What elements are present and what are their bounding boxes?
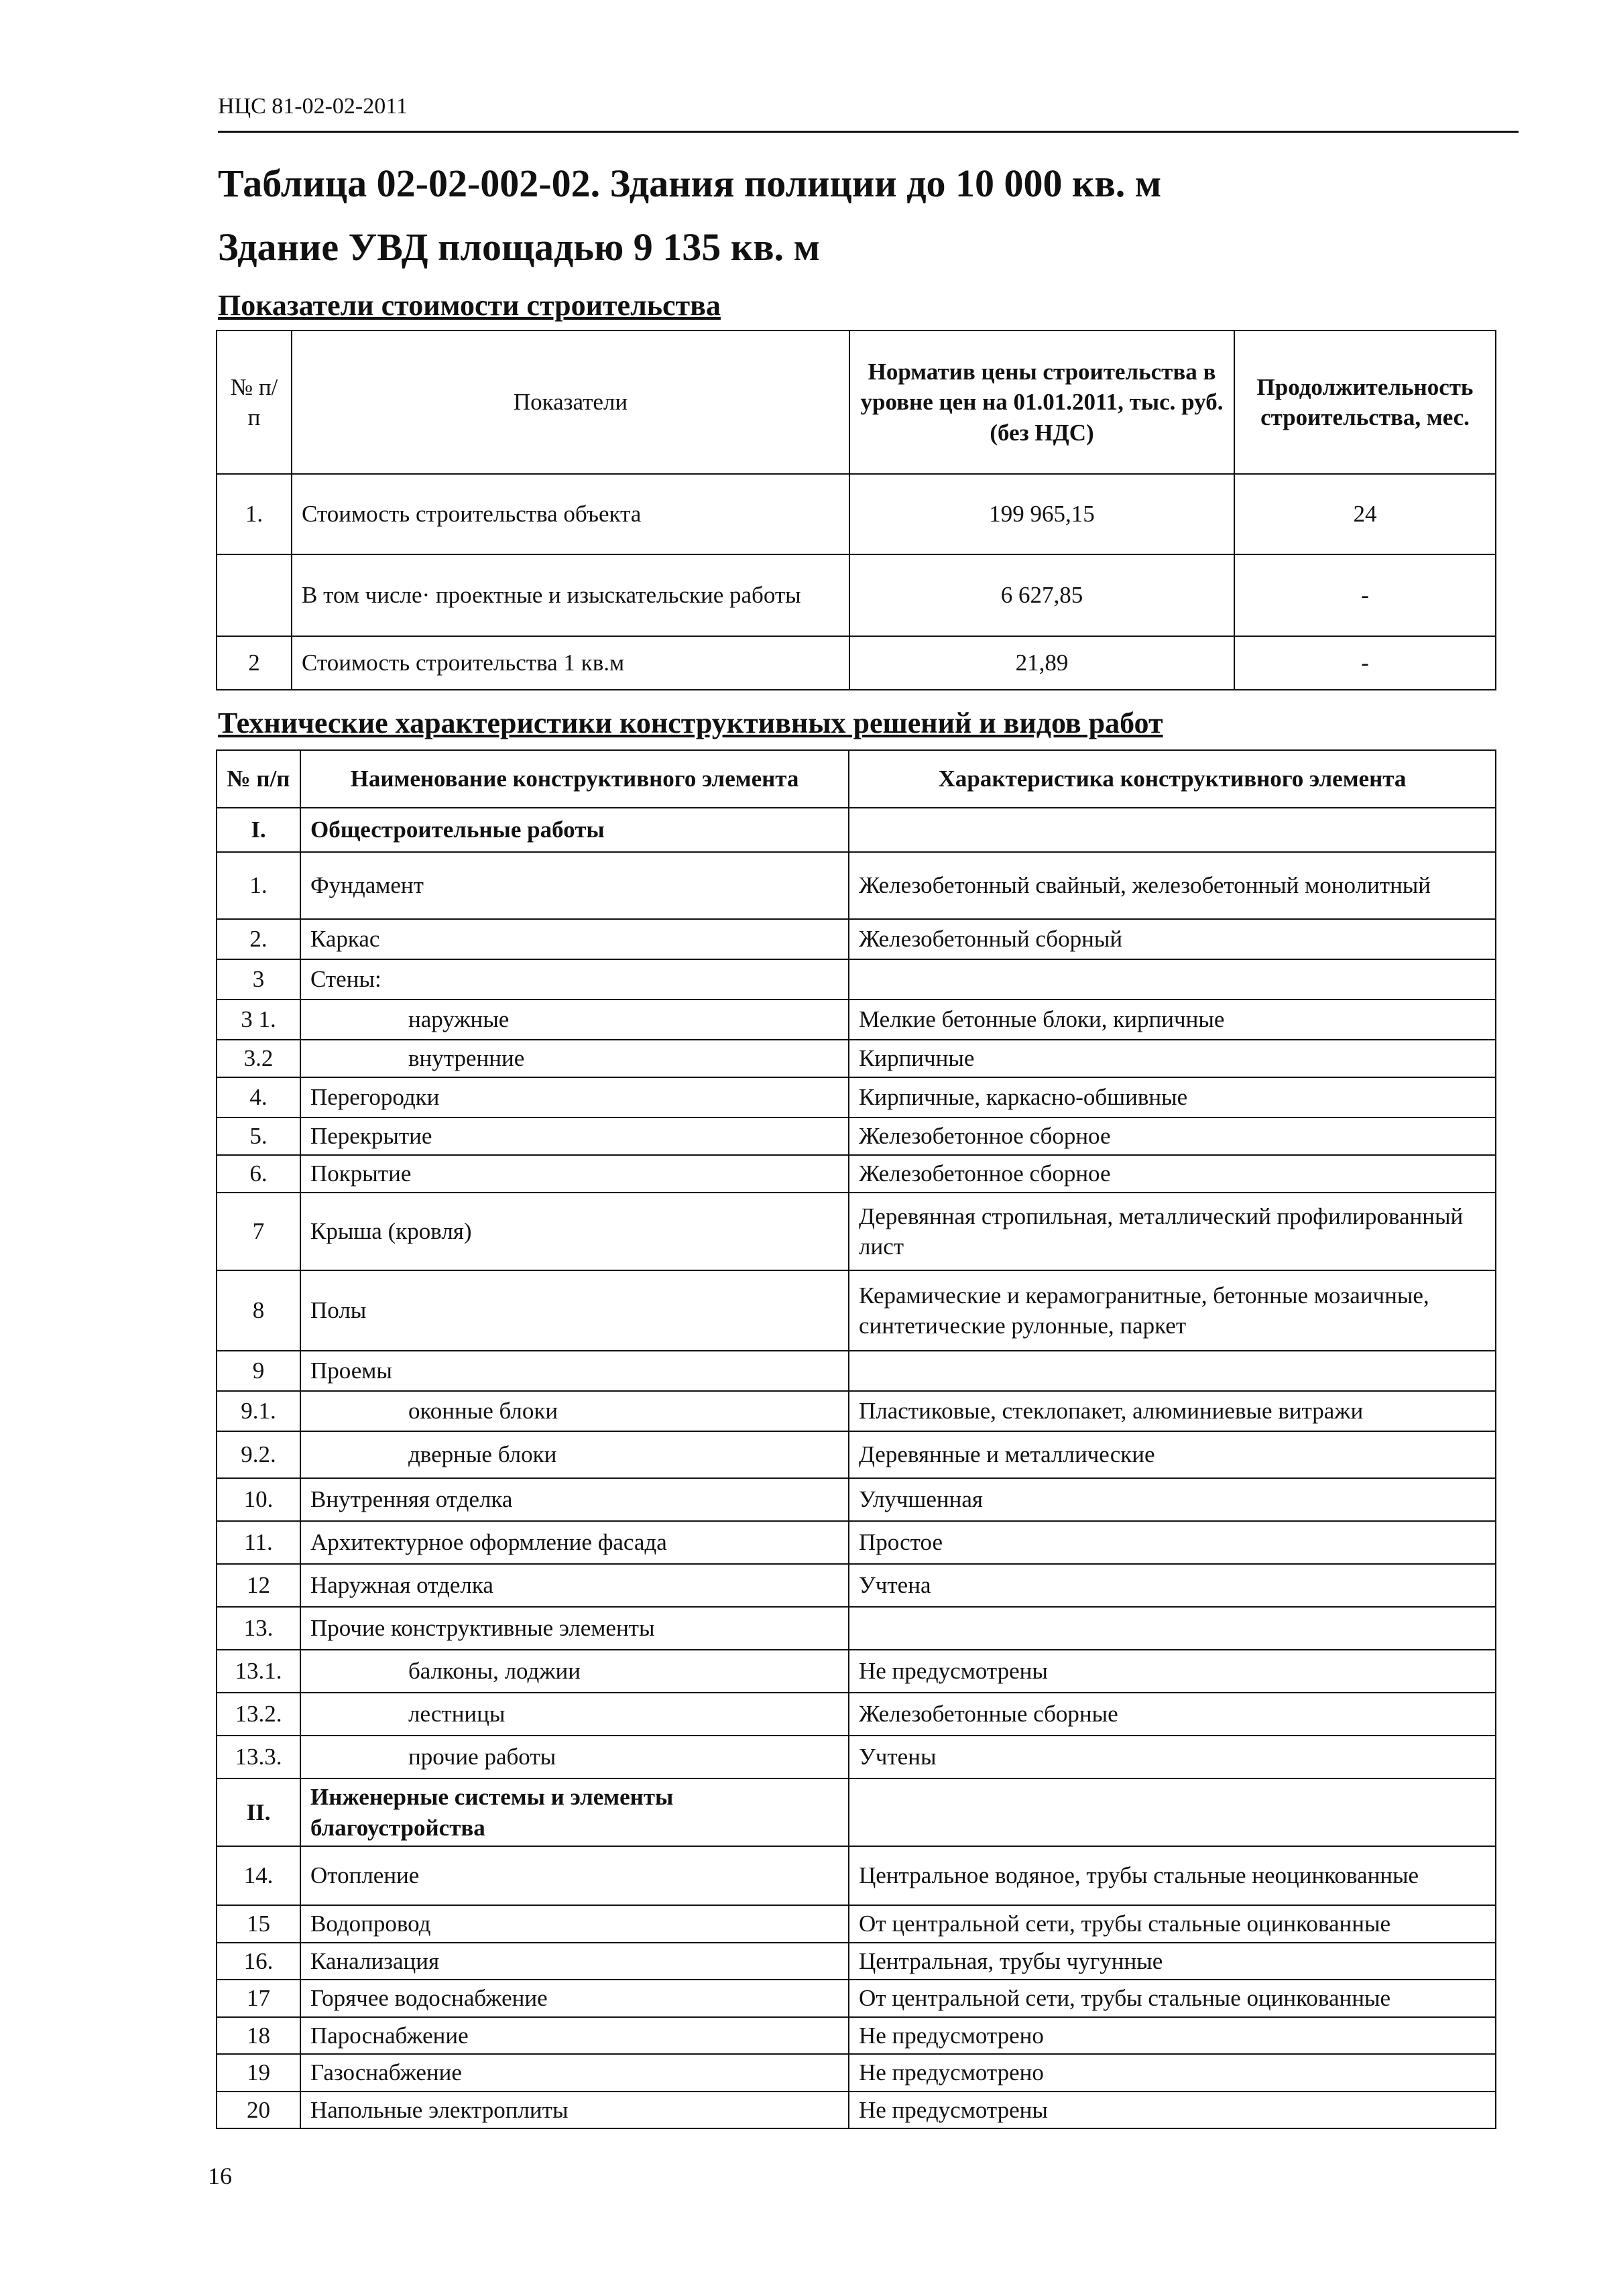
tech-row-characteristic: Простое [849, 1521, 1496, 1564]
tech-row-name: Напольные электроплиты [300, 2092, 849, 2129]
table-row [217, 1564, 1496, 1607]
tech-row-name: оконные блоки [300, 1391, 849, 1431]
tech-row-name: Водопровод [300, 1905, 849, 1943]
cost-row-indicator: Стоимость строительства объекта [292, 474, 849, 554]
table-title: Таблица 02-02-002-02. Здания полиции до 10 000 кв. м [218, 162, 1162, 205]
table-row [217, 1391, 1496, 1431]
tech-header-num: № п/п [217, 750, 300, 808]
header-divider [218, 131, 1519, 133]
table-row [217, 1607, 1496, 1650]
tech-row-characteristic: Железобетонное сборное [849, 1155, 1496, 1193]
tech-row-name: дверные блоки [300, 1431, 849, 1478]
tech-row-name: Общестроительные работы [300, 808, 849, 852]
tech-row-characteristic [849, 808, 1496, 852]
tech-row-name: Перегородки [300, 1077, 849, 1117]
table-row [217, 1478, 1496, 1521]
table-row [217, 1117, 1496, 1155]
table-row [217, 1193, 1496, 1270]
tech-characteristics-table [216, 749, 1496, 2129]
tech-row-characteristic: Не предусмотрено [849, 2054, 1496, 2092]
tech-row-num: 17 [217, 1980, 300, 2017]
tech-row-characteristic [849, 959, 1496, 1000]
tech-row-name: Покрытие [300, 1155, 849, 1193]
tech-row-num: 15 [217, 1905, 300, 1943]
cost-row-num: 1. [217, 474, 292, 554]
tech-row-characteristic: Мелкие бетонные блоки, кирпичные [849, 1000, 1496, 1040]
table-row [217, 1736, 1496, 1778]
tech-row-name: Перекрытие [300, 1117, 849, 1155]
tech-row-name: балконы, лоджии [300, 1650, 849, 1693]
cost-indicators-table [216, 330, 1496, 690]
tech-row-name: наружные [300, 1000, 849, 1040]
tech-row-characteristic: Деревянная стропильная, металлический профилированный лист [849, 1193, 1496, 1270]
tech-row-characteristic: Железобетонный сборный [849, 919, 1496, 959]
table-row [217, 959, 1496, 1000]
tech-row-characteristic: Деревянные и металлические [849, 1431, 1496, 1478]
tech-row-num: 9.1. [217, 1391, 300, 1431]
tech-row-num: 11. [217, 1521, 300, 1564]
tech-table-header-row [217, 750, 1496, 808]
cost-table-header-row [217, 330, 1496, 474]
tech-row-num: 18 [217, 2017, 300, 2055]
tech-header-name: Наименование конструктивного элемента [300, 750, 849, 808]
tech-row-characteristic: Не предусмотрено [849, 2017, 1496, 2055]
tech-row-name: Наружная отделка [300, 1564, 849, 1607]
tech-row-num: 13.1. [217, 1650, 300, 1693]
tech-row-characteristic: Улучшенная [849, 1478, 1496, 1521]
document-code: НЦС 81-02-02-2011 [218, 94, 408, 119]
tech-row-name: Архитектурное оформление фасада [300, 1521, 849, 1564]
tech-row-characteristic: Не предусмотрены [849, 2092, 1496, 2129]
tech-row-num: 13.2. [217, 1693, 300, 1736]
cost-row-price: 199 965,15 [849, 474, 1234, 554]
tech-row-characteristic [849, 1778, 1496, 1846]
cost-row-indicator: В том числе· проектные и изыскательские работы [292, 554, 849, 636]
building-subtitle: Здание УВД площадью 9 135 кв. м [218, 225, 821, 269]
table-row [217, 1943, 1496, 1980]
cost-header-duration: Продолжительность строительства, мес. [1234, 330, 1496, 474]
tech-row-num: 2. [217, 919, 300, 959]
tech-row-characteristic: От центральной сети, трубы стальные оцинкованные [849, 1905, 1496, 1943]
tech-row-characteristic: Центральная, трубы чугунные [849, 1943, 1496, 1980]
tech-row-name: Инженерные системы и элементы благоустройства [300, 1778, 849, 1846]
table-row [217, 1521, 1496, 1564]
cost-row-duration: - [1234, 636, 1496, 690]
tech-row-characteristic: Кирпичные [849, 1040, 1496, 1077]
table-row [217, 1155, 1496, 1193]
table-row [217, 2092, 1496, 2129]
tech-row-characteristic: Керамические и керамогранитные, бетонные мозаичные, синтетические рулонные, паркет [849, 1270, 1496, 1351]
tech-row-name: внутренние [300, 1040, 849, 1077]
cost-row [217, 636, 1496, 690]
cost-row [217, 554, 1496, 636]
tech-row-name: Внутренняя отделка [300, 1478, 849, 1521]
tech-row-num: 14. [217, 1846, 300, 1905]
table-row [217, 2054, 1496, 2092]
cost-header-num: № п/п [217, 330, 292, 474]
tech-row-num: 12 [217, 1564, 300, 1607]
cost-row-num: 2 [217, 636, 292, 690]
table-row [217, 1693, 1496, 1736]
table-row [217, 2017, 1496, 2055]
tech-row-num: 13.3. [217, 1736, 300, 1778]
table-row [217, 1650, 1496, 1693]
tech-row-name: Крыша (кровля) [300, 1193, 849, 1270]
tech-row-characteristic: От центральной сети, трубы стальные оцинкованные [849, 1980, 1496, 2017]
table-row [217, 808, 1496, 852]
tech-row-name: Проемы [300, 1351, 849, 1391]
tech-row-num: 19 [217, 2054, 300, 2092]
tech-row-num: 5. [217, 1117, 300, 1155]
tech-row-name: Пароснабжение [300, 2017, 849, 2055]
tech-row-num: 13. [217, 1607, 300, 1650]
tech-row-name: Газоснабжение [300, 2054, 849, 2092]
tech-row-characteristic: Не предусмотрены [849, 1650, 1496, 1693]
tech-row-name: Каркас [300, 919, 849, 959]
table-row [217, 1778, 1496, 1846]
cost-row-duration: - [1234, 554, 1496, 636]
tech-row-num: 9 [217, 1351, 300, 1391]
tech-row-num: 9.2. [217, 1431, 300, 1478]
tech-row-num: 8 [217, 1270, 300, 1351]
tech-row-num: 7 [217, 1193, 300, 1270]
tech-row-num: 3.2 [217, 1040, 300, 1077]
table-row [217, 1000, 1496, 1040]
tech-row-characteristic: Центральное водяное, трубы стальные неоцинкованные [849, 1846, 1496, 1905]
tech-row-characteristic: Кирпичные, каркасно-обшивные [849, 1077, 1496, 1117]
cost-header-indicator: Показатели [292, 330, 849, 474]
tech-row-characteristic: Железобетонные сборные [849, 1693, 1496, 1736]
table-row [217, 1040, 1496, 1077]
tech-row-num: 10. [217, 1478, 300, 1521]
tech-section-heading: Технические характеристики конструктивных решений и видов работ [218, 707, 1163, 739]
tech-row-num: 3 1. [217, 1000, 300, 1040]
tech-row-characteristic: Железобетонное сборное [849, 1117, 1496, 1155]
tech-row-name: Канализация [300, 1943, 849, 1980]
cost-row-indicator: Стоимость строительства 1 кв.м [292, 636, 849, 690]
cost-header-price: Норматив цены строительства в уровне цен на 01.01.2011, тыс. руб. (без НДС) [849, 330, 1234, 474]
table-row [217, 1270, 1496, 1351]
cost-section-heading: Показатели стоимости строительства [218, 289, 721, 322]
tech-row-num: I. [217, 808, 300, 852]
tech-row-characteristic: Учтена [849, 1564, 1496, 1607]
cost-row [217, 474, 1496, 554]
table-row [217, 852, 1496, 919]
tech-row-num: 16. [217, 1943, 300, 1980]
cost-row-price: 21,89 [849, 636, 1234, 690]
tech-row-name: Отопление [300, 1846, 849, 1905]
tech-row-num: II. [217, 1778, 300, 1846]
tech-row-characteristic: Пластиковые, стеклопакет, алюминиевые витражи [849, 1391, 1496, 1431]
tech-row-name: Прочие конструктивные элементы [300, 1607, 849, 1650]
table-row [217, 1846, 1496, 1905]
tech-row-num: 1. [217, 852, 300, 919]
tech-row-name: лестницы [300, 1693, 849, 1736]
tech-row-num: 3 [217, 959, 300, 1000]
tech-row-name: Горячее водоснабжение [300, 1980, 849, 2017]
tech-row-characteristic [849, 1351, 1496, 1391]
tech-row-name: Фундамент [300, 852, 849, 919]
tech-row-num: 4. [217, 1077, 300, 1117]
tech-row-characteristic [849, 1607, 1496, 1650]
tech-row-num: 20 [217, 2092, 300, 2129]
tech-row-name: Полы [300, 1270, 849, 1351]
tech-row-characteristic: Железобетонный свайный, железобетонный монолитный [849, 852, 1496, 919]
tech-row-num: 6. [217, 1155, 300, 1193]
page-number: 16 [208, 2163, 232, 2189]
cost-row-num [217, 554, 292, 636]
tech-row-name: Стены: [300, 959, 849, 1000]
tech-header-characteristic: Характеристика конструктивного элемента [849, 750, 1496, 808]
table-row [217, 1980, 1496, 2017]
cost-row-price: 6 627,85 [849, 554, 1234, 636]
cost-row-duration: 24 [1234, 474, 1496, 554]
table-row [217, 1431, 1496, 1478]
tech-row-name: прочие работы [300, 1736, 849, 1778]
table-row [217, 1351, 1496, 1391]
tech-row-characteristic: Учтены [849, 1736, 1496, 1778]
table-row [217, 1905, 1496, 1943]
table-row [217, 919, 1496, 959]
table-row [217, 1077, 1496, 1117]
